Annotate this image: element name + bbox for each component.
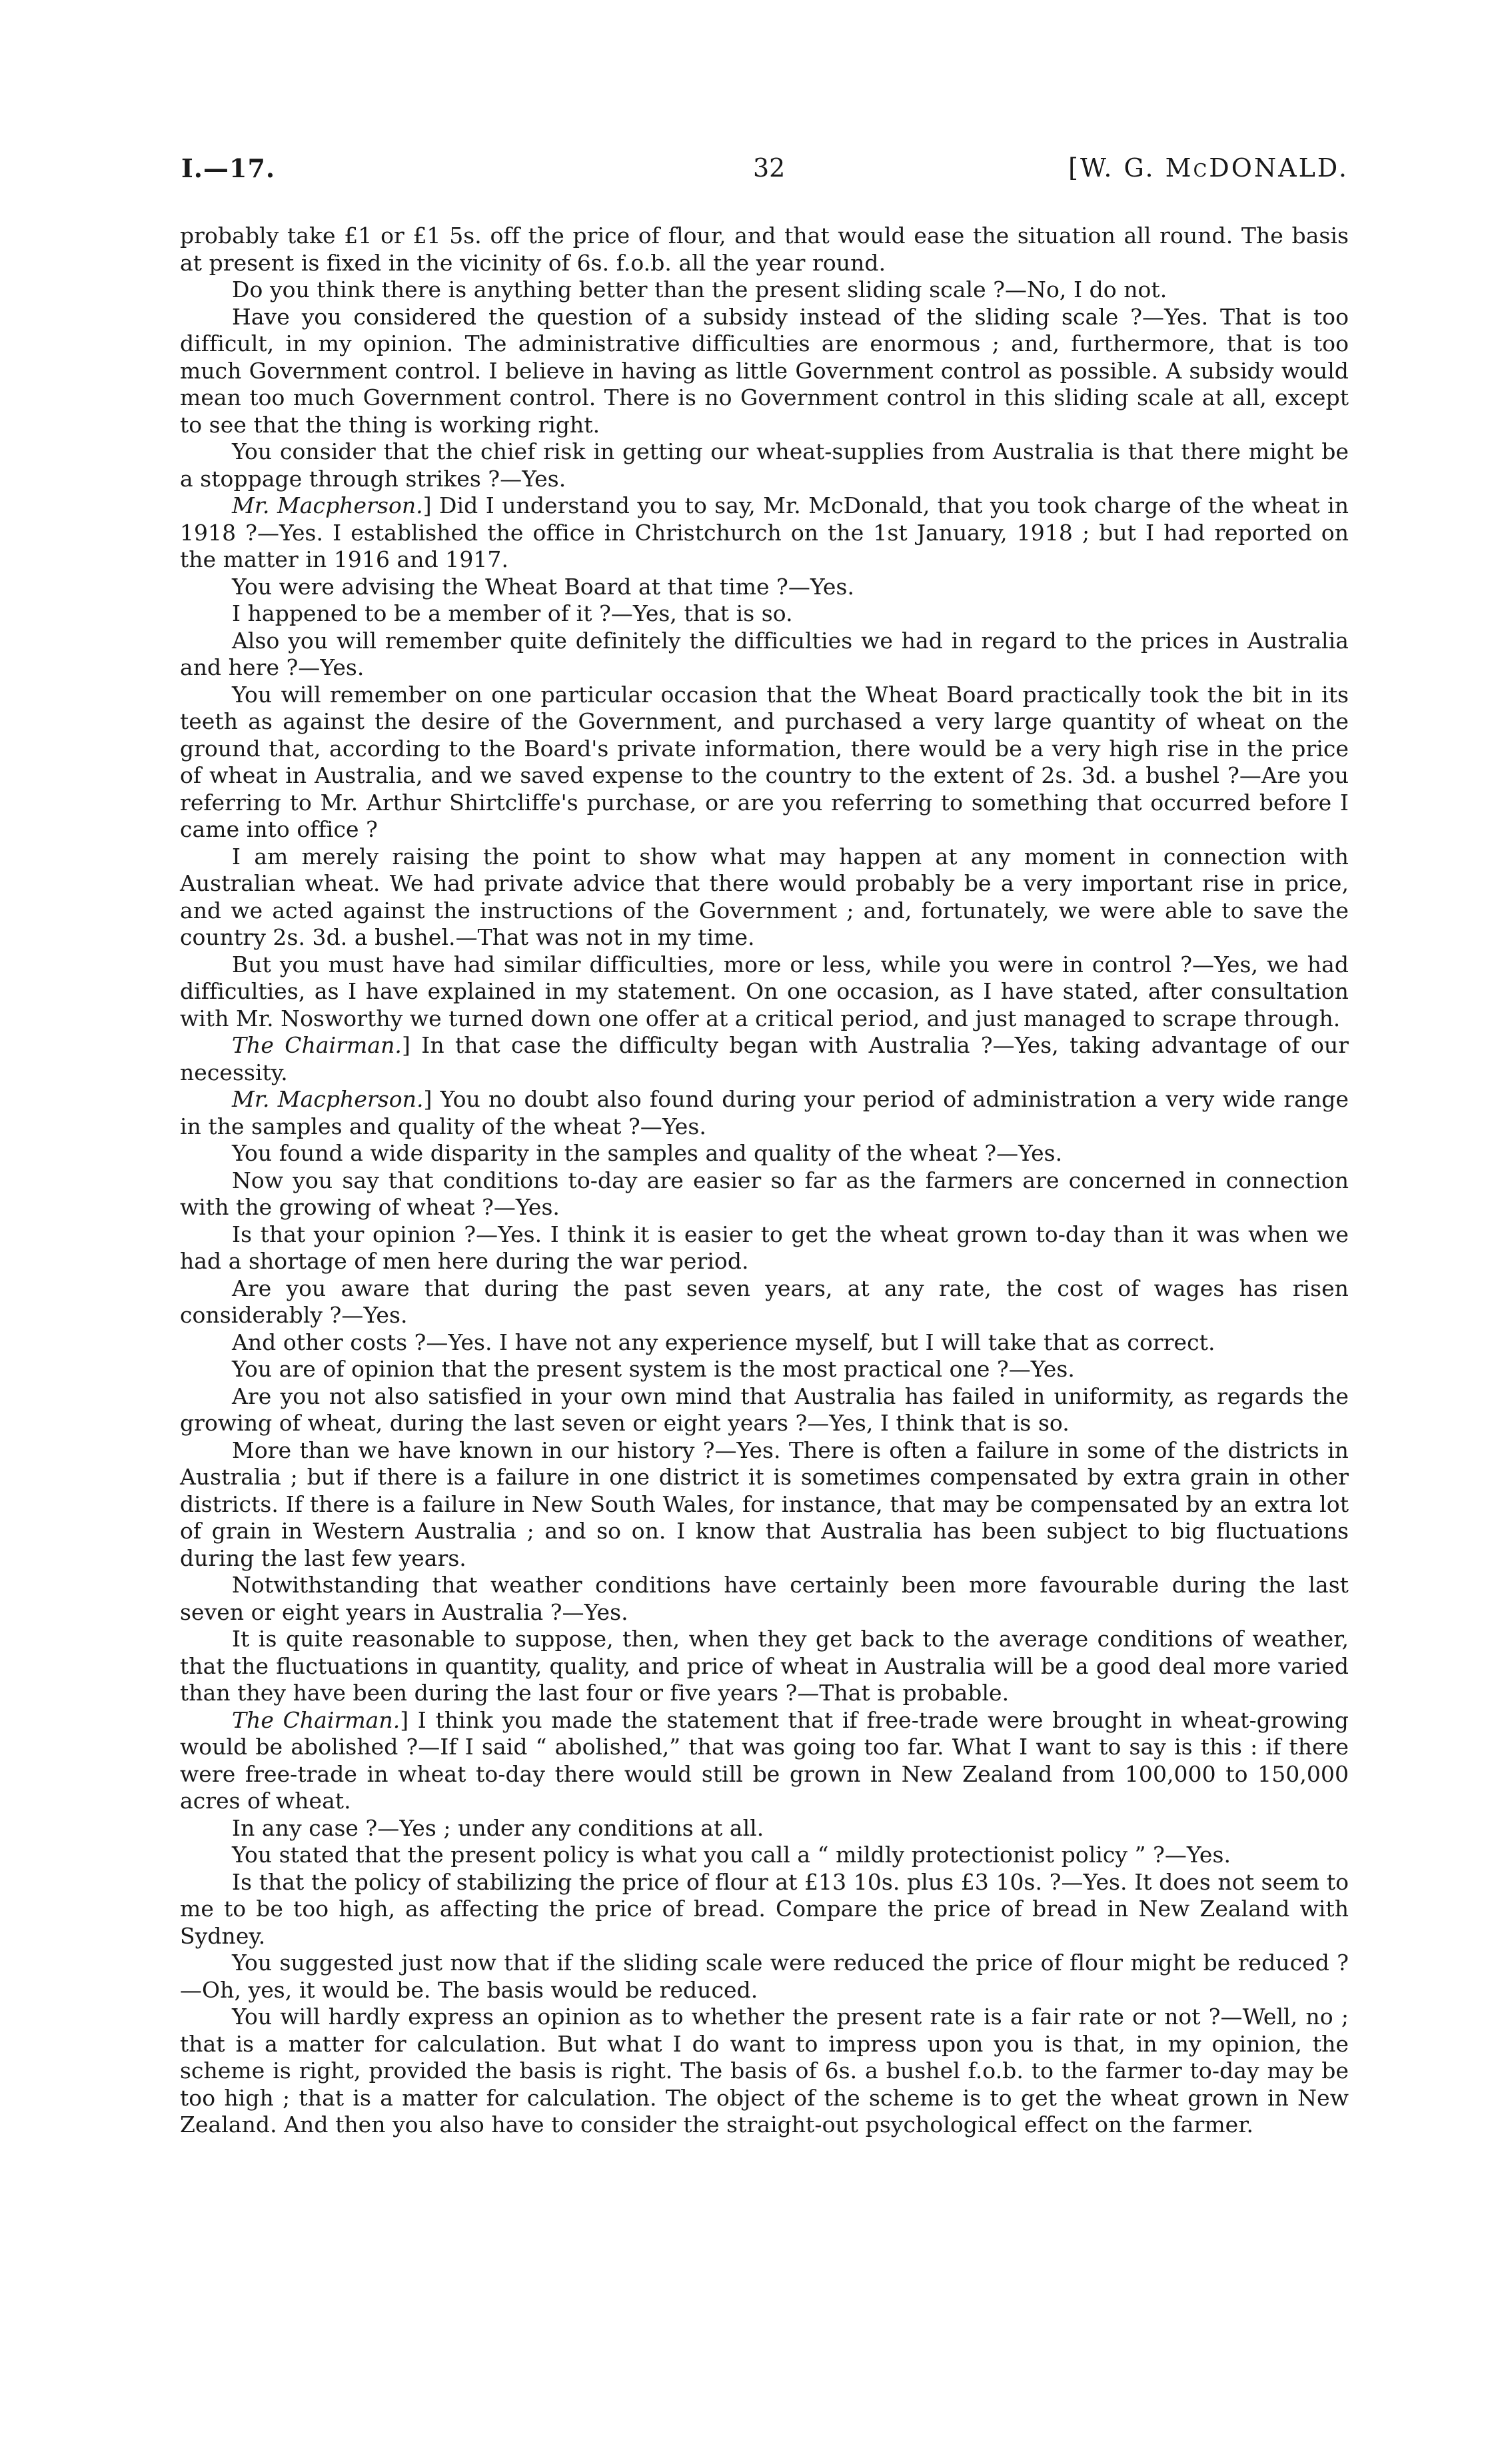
paragraph-text: You will hardly express an opinion as to whether the present rate is a fair rate or not ?—Well, no ; that is a matter for calculation. But what I do want to impress upon you is that, in my opinion, the scheme is right, provided the basis is right. The basis of 6s. a bushel f.o.b. to the farmer to-day may be too high ; that is a matter for calculation. The object of the scheme is to get the wheat grown in New Zealand. And then you also have to consider the straight-out psychological effect on the farmer. <box>180 2004 1349 2138</box>
paragraph <box>180 1869 1349 1950</box>
paragraph <box>180 223 1349 277</box>
paragraph-text: Also you will remember quite definitely the difficulties we had in regard to the prices in Australia and here ?—Yes. <box>180 627 1349 680</box>
paragraph <box>180 492 1349 574</box>
paragraph <box>180 628 1349 682</box>
paragraph <box>180 1221 1349 1275</box>
paragraph-text: More than we have known in our history ?—Yes. There is often a failure in some of the districts in Australia ; but if there is a failure in one district it is sometimes compensated by extra grain in other districts. If there is a failure in New South Wales, for instance, that may be compensated by an extra lot of grain in Western Australia ; and so on. I know that Australia has been subject to big fluctuations during the last few years. <box>180 1437 1349 1571</box>
paragraph <box>180 682 1349 844</box>
paragraph-text: ] I think you made the statement that if free-trade were brought in wheat-growing would be abolished ?—If I said “ abolished,” that was going too far. What I want to say is this : if there were free-trade in wheat to-day there would still be grown in New Zealand from 100,000 to 150,000 acres of wheat. <box>180 1706 1349 1814</box>
paragraph-text: ] In that case the difficulty began with Australia ?—Yes, taking advantage of our necessity. <box>180 1032 1349 1085</box>
paragraph <box>180 438 1349 492</box>
paragraph-text: ] You no doubt also found during your period of administration a very wide range in the samples and quality of the wheat ?—Yes. <box>180 1086 1349 1139</box>
evidence-transcript <box>180 223 1349 2139</box>
paragraph-text: It is quite reasonable to suppose, then, when they get back to the average conditions of weather, that the fluctuations in quantity, quality, and price of wheat in Australia will be a good deal more varied than they have been during the last four or five years ?—That is probable. <box>180 1626 1349 1706</box>
paragraph <box>180 1572 1349 1626</box>
speaker-name: Mr. Macpherson. <box>232 492 423 518</box>
speaker-name: Mr. Macpherson. <box>232 1086 424 1112</box>
paragraph-text: Is that your opinion ?—Yes. I think it is easier to get the wheat grown to-day than it was when we had a shortage of men here during the war period. <box>180 1221 1349 1274</box>
paragraph-text: You stated that the present policy is what you call a “ mildly protectionist policy ” ?—Yes. <box>232 1842 1231 1868</box>
paragraph <box>180 1329 1349 1357</box>
speaker-name: The Chairman. <box>232 1706 400 1733</box>
paragraph-text: You are of opinion that the present system is the most practical one ?—Yes. <box>232 1356 1075 1382</box>
running-header <box>180 147 1349 193</box>
paragraph-text: Are you aware that during the past seven years, at any rate, the cost of wages has risen considerably ?—Yes. <box>180 1275 1349 1328</box>
paragraph <box>180 2004 1349 2139</box>
paragraph-text: Now you say that conditions to-day are easier so far as the farmers are concerned in connection with the growing of wheat ?—Yes. <box>180 1167 1349 1220</box>
paragraph <box>180 1140 1349 1167</box>
paragraph <box>180 1356 1349 1383</box>
paragraph <box>180 951 1349 1033</box>
paragraph <box>180 277 1349 304</box>
paragraph <box>180 600 1349 628</box>
paragraph <box>180 1707 1349 1815</box>
paragraph-text: You consider that the chief risk in getting our wheat-supplies from Australia is that there might be a stoppage through strikes ?—Yes. <box>180 438 1349 492</box>
paragraph-text: You found a wide disparity in the samples and quality of the wheat ?—Yes. <box>232 1140 1063 1166</box>
paragraph-text: But you must have had similar difficulties, more or less, while you were in control ?—Yes, we had difficulties, as I have explained in my statement. On one occasion, as I have stated, after consultation with Mr. Nosworthy we turned down one offer at a critical period, and just managed to scrape through. <box>180 951 1349 1031</box>
paragraph-text: I happened to be a member of it ?—Yes, that is so. <box>232 600 793 626</box>
paragraph-text: I am merely raising the point to show what may happen at any moment in connection with Australian wheat. We had private advice that there would probably be a very important rise in price, and we acted against the instructions of the Government ; and, fortunately, we were able to save the country 2s. 3d. a bushel.—That was not in my time. <box>180 843 1349 950</box>
paragraph <box>180 574 1349 601</box>
speaker-name: The Chairman. <box>232 1032 402 1058</box>
paragraph-text: You suggested just now that if the sliding scale were reduced the price of flour might be reduced ?—Oh, yes, it would be. The basis would be reduced. <box>180 1950 1349 2003</box>
paragraph-text: Is that the policy of stabilizing the price of flour at £13 10s. plus £3 10s. ?—Yes. It does not seem to me to be too high, as affecting the price of bread. Compare the price of bread in New Zealand with Sydney. <box>180 1868 1349 1949</box>
paragraph <box>180 1275 1349 1329</box>
paragraph <box>180 1032 1349 1086</box>
paragraph <box>180 1815 1349 1842</box>
paragraph <box>180 304 1349 439</box>
paragraph-text: Are you not also satisfied in your own mind that Australia has failed in uniformity, as regards the growing of wheat, during the last seven or eight years ?—Yes, I think that is so. <box>180 1383 1349 1436</box>
paragraph <box>180 1950 1349 2004</box>
paragraph-text: ] Did I understand you to say, Mr. McDonald, that you took charge of the wheat in 1918 ?—Yes. I established the office in Christchurch on the 1st January, 1918 ; but I had reported on the matter in 1916 and 1917. <box>180 492 1349 572</box>
paragraph-text: You were advising the Wheat Board at that time ?—Yes. <box>232 573 854 600</box>
page-number: 32 <box>753 153 786 183</box>
witness-name: [W. G. McDONALD. <box>1068 153 1349 183</box>
paragraph-text: Notwithstanding that weather conditions have certainly been more favourable during the last seven or eight years in Australia ?—Yes. <box>180 1572 1349 1625</box>
paragraph <box>180 1086 1349 1140</box>
paragraph <box>180 1626 1349 1707</box>
document-page <box>180 147 1349 2139</box>
paragraph-text: And other costs ?—Yes. I have not any experience myself, but I will take that as correct. <box>232 1329 1215 1355</box>
paragraph-text: In any case ?—Yes ; under any conditions at all. <box>232 1814 764 1841</box>
paragraph <box>180 1383 1349 1437</box>
paragraph <box>180 844 1349 951</box>
paragraph-text: Have you considered the question of a subsidy instead of the sliding scale ?—Yes. That is too difficult, in my opinion. The administrative difficulties are enormous ; and, furthermore, that is too much Government control. I believe in having as little Government control as possible. A subsidy would mean too much Government control. There is no Government control in this sliding scale at all, except to see that the thing is working right. <box>180 303 1349 438</box>
paragraph-text: Do you think there is anything better than the present sliding scale ?—No, I do not. <box>232 277 1167 303</box>
paragraph-text: You will remember on one particular occasion that the Wheat Board practically took the bit in its teeth as against the desire of the Government, and purchased a very large quantity of wheat on the ground that, according to the Board's private information, there would be a very high rise in the price of wheat in Australia, and we saved expense to the country to the extent of 2s. 3d. a bushel ?—Are you referring to Mr. Arthur Shirtcliffe's purchase, or are you referring to something that occurred before I came into office ? <box>180 681 1349 842</box>
paragraph-text: probably take £1 or £1 5s. off the price of flour, and that would ease the situation all round. The basis at present is fixed in the vicinity of 6s. f.o.b. all the year round. <box>180 223 1349 276</box>
paragraph <box>180 1842 1349 1869</box>
paragraph <box>180 1437 1349 1572</box>
document-reference: I.—17. <box>181 153 276 183</box>
paragraph <box>180 1167 1349 1221</box>
